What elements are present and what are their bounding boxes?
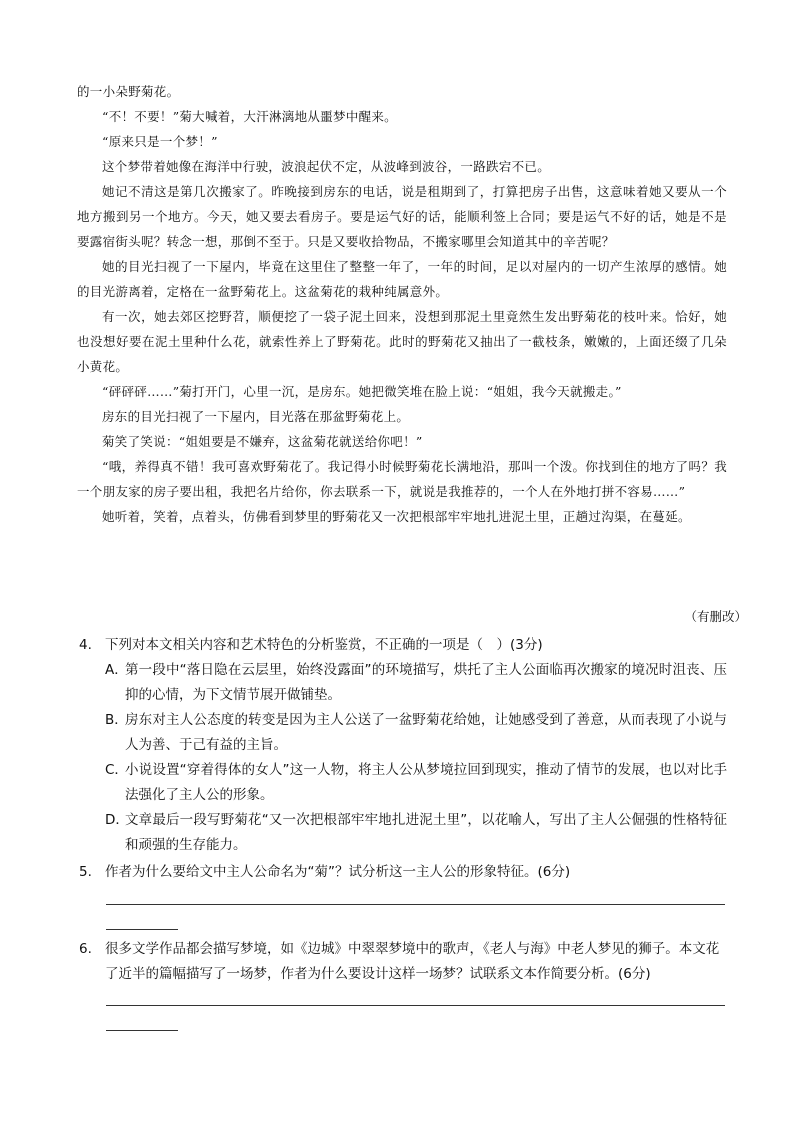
story-paragraph: 菊笑了笑说：“姐姐要是不嫌弃，这盆菊花就送给你吧！” xyxy=(102,434,423,449)
story-paragraph: “哦，养得真不错！我可喜欢野菊花了。我记得小时候野菊花长满地沿，那叫一个泼。你找到住的地方了吗？我一个朋友家的房子要出租，我把名片给你，你去联系一下，就说是我推荐的，一个人在外地打拼不容易……” xyxy=(77,459,727,499)
story-paragraph: 她听着，笑着，点着头，仿佛看到梦里的野菊花又一次把根部牢牢地扎进泥土里，正趟过沟渠，在蔓延。 xyxy=(102,509,691,524)
question-text: 下列对本文相关内容和艺术特色的分析鉴赏，不正确的一项是（ ）(3分) xyxy=(105,637,543,653)
option-text: 房东对主人公态度的转变是因为主人公送了一盆野菊花给她，让她感受到了善意，从而表现了小说与人为善、于己有益的主旨。 xyxy=(125,712,727,753)
option-text: 文章最后一段写野菊花“又一次把根部牢牢地扎进泥土里”，以花喻人，写出了主人公倔强的性格特征和顽强的生存能力。 xyxy=(125,812,727,853)
option-letter: D． xyxy=(105,812,129,828)
answer-line-q6[interactable] xyxy=(106,1005,725,1006)
question-6 xyxy=(77,937,727,987)
question-6-stem xyxy=(77,937,727,987)
story-paragraph: “砰砰砰……”菊打开门，心里一沉，是房东。她把微笑堆在脸上说：“姐姐，我今天就搬走。” xyxy=(102,384,622,399)
answer-line-q5[interactable] xyxy=(106,904,725,905)
question-5 xyxy=(77,860,727,885)
story-paragraph: 有一次，她去郊区挖野苕，顺便挖了一袋子泥土回来，没想到那泥土里竟然生发出野菊花的枝叶来。恰好，她也没想好要在泥土里种什么花，就索性养上了野菊花。此时的野菊花又抽出了一截枝条，嫩嫩的，上面还缀了几朵小黄花。 xyxy=(77,309,727,374)
option-letter: C． xyxy=(105,762,128,778)
story-paragraph: “原来只是一个梦！” xyxy=(102,134,218,149)
question-text: 很多文学作品都会描写梦境，如《边城》中翠翠梦境中的歌声，《老人与海》中老人梦见的狮子。本文花了近半的篇幅描写了一场梦，作者为什么要设计这样一场梦？试联系文本作简要分析。(6分) xyxy=(105,941,720,982)
answer-line-q6-end[interactable] xyxy=(106,1030,178,1031)
question-number: 6. xyxy=(79,941,92,957)
question-number: 4. xyxy=(79,637,92,653)
source-note: （有删改） xyxy=(684,609,747,624)
answer-line-q5-end[interactable] xyxy=(106,929,178,930)
option-text: 第一段中“落日隐在云层里，始终没露面”的环境描写，烘托了主人公面临再次搬家的境况时沮丧、压抑的心情，为下文情节展开做铺垫。 xyxy=(125,662,727,703)
question-text: 作者为什么要给文中主人公命名为“菊”？试分析这一主人公的形象特征。(6分) xyxy=(105,864,571,880)
option-d[interactable] xyxy=(77,808,727,858)
story-paragraph: 她记不清这是第几次搬家了。昨晚接到房东的电话，说是租期到了，打算把房子出售，这意味着她又要从一个地方搬到另一个地方。今天，她又要去看房子。要是运气好的话，能顺利签上合同；要是运气不好的话，她是不是要露宿街头呢？转念一想，那倒不至于。只是又要收拾物品，不搬家哪里会知道其中的辛苦呢？ xyxy=(77,184,727,249)
story-paragraph: “不！不要！”菊大喊着，大汗淋漓地从噩梦中醒来。 xyxy=(102,109,397,124)
story-paragraph: 这个梦带着她像在海洋中行驶，波浪起伏不定，从波峰到波谷，一路跌宕不已。 xyxy=(102,159,551,174)
story-paragraph: 房东的目光扫视了一下屋内，目光落在那盆野菊花上。 xyxy=(102,409,410,424)
question-5-stem xyxy=(77,860,727,885)
option-a[interactable] xyxy=(77,658,727,708)
option-letter: B． xyxy=(105,712,128,728)
option-text: 小说设置“穿着得体的女人”这一人物，将主人公从梦境拉回到现实，推动了情节的发展，也以对比手法强化了主人公的形象。 xyxy=(125,762,727,803)
story-text xyxy=(77,79,727,529)
story-paragraph: 她的目光扫视了一下屋内，毕竟在这里住了整整一年了，一年的时间，足以对屋内的一切产生浓厚的感情。她的目光游离着，定格在一盆野菊花上。这盆菊花的栽种纯属意外。 xyxy=(77,259,727,299)
option-b[interactable] xyxy=(77,708,727,758)
question-4-stem xyxy=(77,633,727,658)
question-4 xyxy=(77,633,727,858)
story-paragraph: 的一小朵野菊花。 xyxy=(77,84,180,99)
option-letter: A． xyxy=(105,662,128,678)
question-number: 5. xyxy=(79,864,92,880)
option-c[interactable] xyxy=(77,758,727,808)
